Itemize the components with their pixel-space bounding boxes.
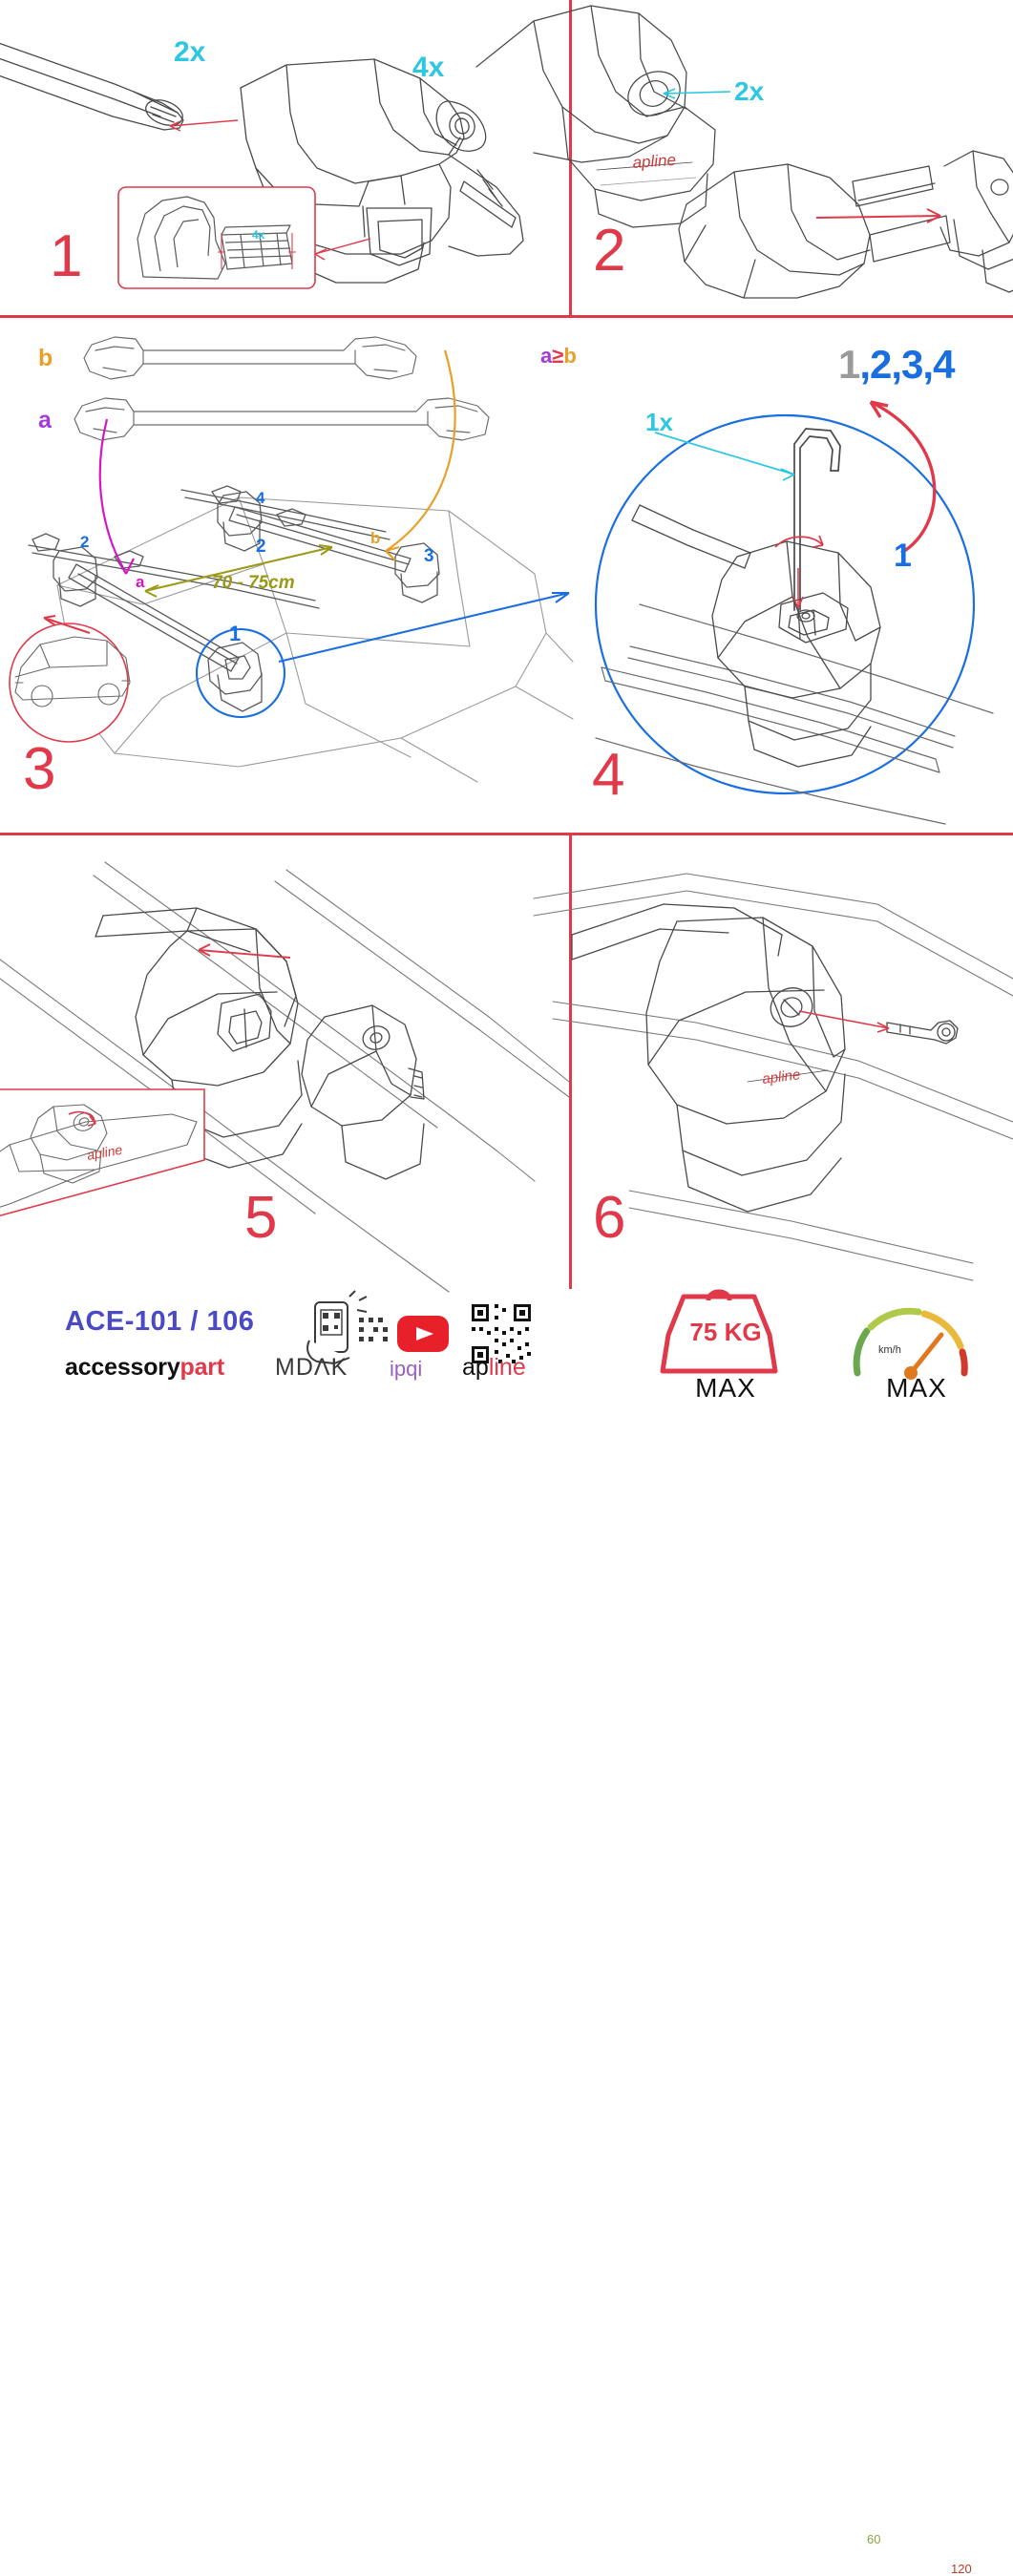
step4-tool-qty: 1x bbox=[645, 408, 673, 436]
step4-first-label: 1 bbox=[894, 538, 912, 574]
step-2-panel bbox=[572, 0, 1013, 315]
step3-pos1-label: 1 bbox=[229, 622, 242, 645]
step3-pos3-num: 3 bbox=[424, 546, 434, 566]
compare-symbol: ≥ bbox=[552, 344, 564, 368]
brand-accessorypart bbox=[65, 1354, 224, 1382]
step4-order-rest: ,2,3,4 bbox=[859, 342, 955, 387]
youtube-icon bbox=[397, 1316, 449, 1352]
step3-label-a: a bbox=[38, 407, 52, 433]
model-code: ACE-101 / 106 bbox=[65, 1306, 255, 1337]
step-3-panel bbox=[0, 318, 573, 833]
step-1-panel bbox=[0, 0, 569, 315]
step2-key-qty: 2x bbox=[734, 76, 765, 106]
brand-mark-apline-2: apline bbox=[85, 1141, 124, 1163]
step3-compare-label bbox=[540, 346, 577, 367]
compare-b: b bbox=[563, 344, 577, 368]
step-1-illustration bbox=[0, 0, 569, 315]
brand-accessory: accessory bbox=[65, 1354, 180, 1381]
step-5-illustration bbox=[0, 835, 569, 1289]
step-1-number: 1 bbox=[50, 223, 81, 289]
logo-mdak: MDΛK bbox=[275, 1354, 348, 1381]
logo-apline-ap: ap bbox=[462, 1354, 489, 1381]
step1-foot-qty: 4x bbox=[412, 52, 445, 83]
step3-pos4-num: 4 bbox=[256, 489, 265, 507]
max-speed-label: MAX bbox=[886, 1373, 947, 1403]
step3-distance-label: 70 - 75cm bbox=[212, 573, 295, 593]
logo-ipqi: ipqi bbox=[390, 1357, 423, 1381]
step-3-number: 3 bbox=[23, 736, 54, 802]
speed-tick-max: 120 bbox=[951, 2562, 972, 2576]
step-5-number: 5 bbox=[244, 1185, 276, 1251]
logo-apline bbox=[462, 1354, 526, 1382]
brand-part: part bbox=[179, 1354, 224, 1381]
step3-pos2-label: 2 bbox=[256, 537, 266, 557]
step3-arrow-b-label: b bbox=[370, 529, 381, 547]
logo-apline-line: line bbox=[488, 1354, 526, 1381]
step-4-number: 4 bbox=[592, 742, 623, 808]
max-speed-icon bbox=[856, 1311, 964, 1380]
compare-a: a bbox=[540, 344, 553, 368]
step-5-panel bbox=[0, 835, 569, 1289]
step3-pos2-num: 2 bbox=[80, 533, 90, 551]
step-6-number: 6 bbox=[593, 1185, 624, 1251]
step1-bar-qty: 2x bbox=[174, 36, 206, 68]
step3-label-b: b bbox=[38, 345, 53, 371]
step-4-illustration bbox=[573, 318, 1013, 833]
step-6-panel bbox=[572, 835, 1013, 1289]
speed-unit-label: km/h bbox=[878, 1344, 901, 1356]
step-2-illustration bbox=[572, 0, 1013, 315]
max-weight-value: 75 KG bbox=[689, 1318, 762, 1346]
step4-order-first: 1 bbox=[838, 342, 860, 387]
step-2-number: 2 bbox=[593, 218, 624, 284]
step-4-panel bbox=[573, 318, 1013, 833]
step-6-illustration bbox=[572, 835, 1013, 1289]
step1-pad-qty: 4x bbox=[252, 228, 265, 242]
phone-scan-icon bbox=[307, 1291, 388, 1363]
step3-arrow-a-label: a bbox=[136, 573, 145, 591]
max-weight-label: MAX bbox=[695, 1373, 756, 1403]
brand-mark-apline-3: apline bbox=[761, 1066, 802, 1087]
speed-tick-min: 60 bbox=[867, 2532, 881, 2546]
step4-order-label bbox=[838, 342, 955, 387]
brand-mark-apline-1: apline bbox=[631, 150, 677, 172]
